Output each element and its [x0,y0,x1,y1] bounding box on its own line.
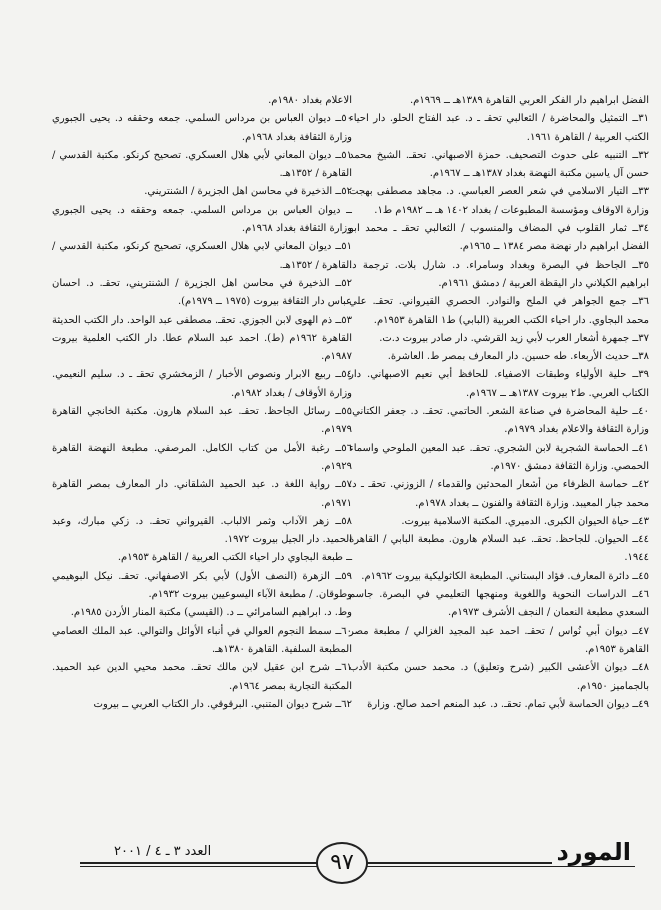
reference-entry: ٥١ــ ديوان المعاني لابي هلال العسكري، تصحيح كرنكو، مكتبة القدسي / القاهرة / ١٣٥٢هـ. [52,241,352,271]
reference-entry: ٤٠ــ حلية المحاضرة في صناعة الشعر. الحاتمي. تحقـ. د. جعفر الكتاني. وزارة الثقافة والاعلام بغداد ١٩٧٩م. [349,406,649,436]
reference-entry: ٣١ــ التمثيل والمحاضرة / الثعالبي تحقـ ـ د. عبد الفتاح الحلو. دار احياء الكتب العربية / القاهرة ١٩٦١. [349,113,649,143]
reference-entry: ٤٨ــ ديوان الأعشى الكبير (شرح وتعليق) د. محمد حسن مكتبة الأدب بالجماميز ١٩٥٠م. [349,662,649,692]
reference-entry: ــ طبعة البجاوي دار احياء الكتب العربية / القاهرة ١٩٥٣م. [117,552,352,564]
reference-entry: ٣٥ــ الجاحظ في البصرة وبغداد وسامراء. د. شارل بلات. ترجمة د. ابراهيم الكيلاني دار اليقظة العربية / دمشق ١٩٦١م. [349,259,649,289]
issue-label: العدد ٣ ـ ٤ / ٢٠٠١ [110,844,215,859]
reference-entry: ٣٦ــ جمع الجواهر في الملح والنوادر. الحصري القيرواني. تحقـ. علي محمد البجاوي. دار احياء الكتب العربية (البابي) ط١ القاهرة ١٩٥٣م. [349,296,649,326]
page-number: ٩٧ [316,842,368,884]
reference-entry: ٥٠ــ ديوان العباس بن مرداس السلمي. جمعه وحققه د. يحيى الجبوري وزارة الثقافة بغداد ١٩٦٨م. [52,113,352,143]
reference-entry: ٦١ــ شرح ابن عقيل لابن مالك تحقـ. محمد محيي الدين عبد الحميد. المكتبة التجارية بمصر ١٩٦٤م. [52,662,352,692]
reference-entry: ٥٤ــ ربيع الابرار ونصوص الأخبار / الزمخشري تحقـ ـ د. سليم النعيمي. وزارة الأوقاف / بغداد ١٩٨٢م. [52,369,352,399]
reference-entry: ٣٨ــ حديث الأربعاء. طه حسين. دار المعارف بمصر ط. العاشرة. [387,351,649,363]
reference-entry: ٣٧ــ جمهرة أشعار العرب لأبي زيد القرشي. دار صادر بيروت د.ت. [379,332,649,344]
left-column-references [52,92,352,714]
reference-entry: الفضل ابراهيم دار الفكر العربي القاهرة ١٣٨٩هـ ــ ١٩٦٩م. [409,95,649,106]
reference-entry: ٣٣ــ التيار الاسلامي في شعر العصر العباسي. د. مجاهد مصطفى بهجت وزارة الاوقاف ومؤسسة المطبوعات / بغداد ١٤٠٢ هـ ــ ١٩٨٢م ط١. [349,186,649,216]
reference-entry: ٤٥ــ دائرة المعارف. فؤاد البستاني. المطبعة الكاثوليكية بيروت ١٩٦٢م. [361,570,649,582]
reference-entry: ٥٣ــ ذم الهوى لابن الجوزي. تحقـ. مصطفى عبد الواحد. دار الكتب الحديثة القاهرة ١٩٦٢م (ط). احمد عبد السلام عطا. دار الكتب العلمية بيروت ١٩٨٧م. [52,314,352,363]
reference-entry: ٥٢ــ الذخيرة في محاسن اهل الجزيرة / الشنتريني. [144,186,352,198]
reference-entry: وط. د. ابراهيم السامرائي ــ د. (القيسي) مكتبة المنار الأردن ١٩٨٥م. [70,607,352,619]
right-column-references [349,92,649,714]
page-footer [80,838,635,890]
reference-entry: ٤٣ــ حياة الحيوان الكبرى. الدميري. المكتبة الاسلامية بيروت. [401,515,649,527]
reference-entry: ٤٧ــ ديوان أبي نُواس / تحقـ. احمد عبد المجيد الغزالي / مطبعة مصر القاهرة ١٩٥٣م. [349,625,649,655]
reference-entry: ٤٤ــ الحيوان. للجاحظ. تحقـ. عبد السلام هارون. مطبعة البابي / القاهرة ١٩٤٤. [349,534,649,564]
reference-entry: ٣٢ــ التنبيه على حدوث التصحيف. حمزة الاصبهاني. تحقـ. الشيخ محمد حسن آل ياسين مكتبة النهضة بغداد ١٣٨٧هـ ــ ١٩٦٧م. [349,149,649,180]
reference-entry: ٣٤ــ ثمار القلوب في المضاف والمنسوب / الثعالبي تحقـ ـ محمد ابو الفضل ابراهيم دار نهضة مصر ١٣٨٤ ــ ١٩٦٥م. [349,223,649,253]
reference-entry: ٤٩ــ ديوان الحماسة لأبي تمام. تحقـ. د. عبد المنعم احمد صالح. وزارة [367,698,649,710]
journal-logo: المورد [552,838,635,866]
reference-entry: ٥٧ــ رواية اللغة د. عبد الحميد الشلقاني. دار المعارف بمصر القاهرة ١٩٧١م. [52,479,352,509]
reference-entry: ــ ديوان العباس بن مرداس السلمي. جمعه وحققه د. يحيى الجبوري وزارة الثقافة بغداد ١٩٦٨م. [52,204,352,235]
reference-entry: ٥٥ــ رسائل الجاحظ. تحقـ. عبد السلام هارون. مكتبة الخانجي القاهرة ١٩٧٩م. [52,406,352,436]
reference-entry: ٥١ــ ديوان المعاني لأبي هلال العسكري. تصحيح كرنكو. مكتبة القدسي / القاهرة / ١٣٥٢هـ. [52,149,352,180]
reference-entry: ٥٦ــ رغبة الأمل من كتاب الكامل. المرصفي. مطبعة النهضة القاهرة ١٩٢٩م. [52,442,352,472]
reference-entry: ٣٩ــ حلية الأولياء وطبقات الاصفياء. للحافظ أبي نعيم الاصبهاني. دار الكتاب العربي. ط٢ بيروت ١٣٨٧هـ ــ ١٩٦٧م. [349,369,649,399]
reference-entry: ٤١ــ الحماسة الشجرية لابن الشجري. تحقـ. عبد المعين الملوحي واسماء الحمصي. وزارة الثقافة دمشق ١٩٧٠م. [349,442,649,472]
reference-entry: ٥٩ــ الزهرة (النصف الأول) لأبي بكر الاصفهاني. تحقـ. نيكل البوهيمي وطوقان. / مطبعة الآباء اليسوعيين بيروت ١٩٣٢م. [52,570,352,601]
reference-entry: الاعلام بغداد ١٩٨٠م. [268,95,352,106]
reference-entry: ٥٨ــ زهر الآداب وثمر الالباب. القيرواني تحقـ. د. زكي مبارك، وعبد الحميد. دار الجيل بيروت ١٩٧٢. [52,515,352,546]
reference-entry: ٥٢ــ الذخيرة في محاسن اهل الجزيرة / الشنتريني، تحقـ. د. احسان عباس دار الثقافة بيروت (١٩٧٥ ــ ١٩٧٩م). [52,277,352,308]
reference-entry: ٤٢ــ حماسة الظرفاء من أشعار المحدثين والقدماء / الزوزني. تحقـ ـ د. محمد جبار المعيبد. وزارة الثقافة والفنون ــ بغداد ١٩٧٨م. [349,479,649,509]
reference-entry: ٤٦ــ الدراسات النحوية واللغوية ومنهجها التعليمي في البصرة. جاسم السعدي مطبعة النعمان / النجف الأشرف ١٩٧٣م. [349,589,649,619]
reference-entry: ٦٠ــ سمط النجوم العوالي في أنباء الأوائل والتوالي. عبد الملك العصامي المطبعة السلفية. القاهرة ١٣٨٠هـ. [52,625,352,655]
reference-entry: ٦٢ــ شرح ديوان المتنبي. البرقوقي. دار الكتاب العربي ــ بيروت [93,698,352,710]
